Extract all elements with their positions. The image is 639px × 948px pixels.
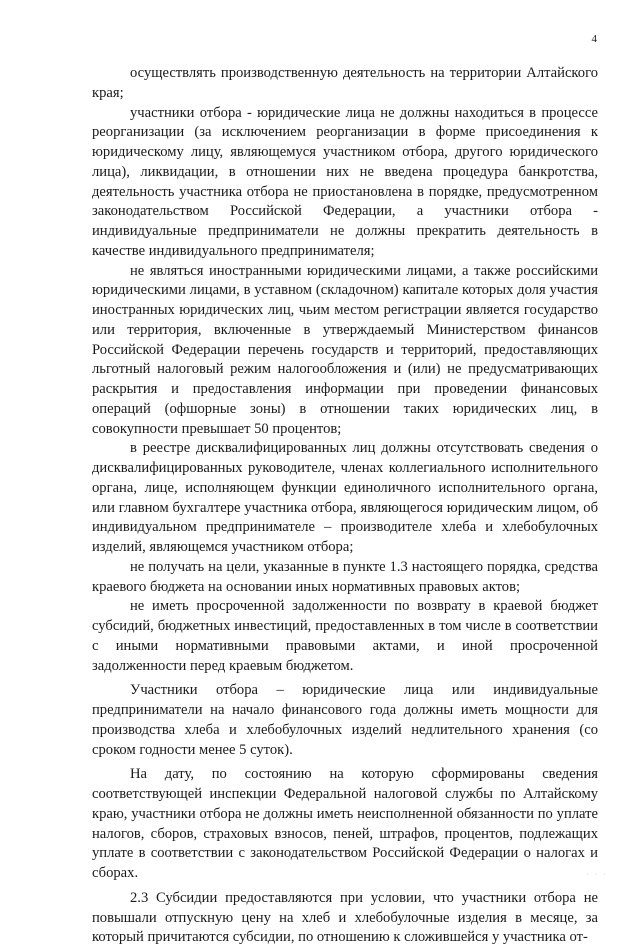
paragraph: На дату, по состоянию на которую сформированы сведения соответствующей инспекции Федеральной налоговой службы по Алтайскому краю, участники отбора не должны иметь неисполненной обязанности по уплате налогов, сборов, страховых взносов, пеней, штрафов, процентов, подлежащих уплате в соответствии с законодательством Российской Федерации о налогах и сборах. xyxy=(92,766,598,881)
paragraph: 2.3 Субсидии предоставляются при условии, что участники отбора не повышали отпускную цену на хлеб и хлебобулочные изделия в месяце, за который причитаются субсидии, по отношению к сложившейся у участника от- xyxy=(92,889,598,946)
paragraph: не получать на цели, указанные в пункте 1.3 настоящего порядка, средства краевого бюджета на основании иных нормативных правовых актов; xyxy=(92,558,598,595)
document-body xyxy=(92,64,598,948)
paragraph: в реестре дисквалифицированных лиц должны отсутствовать сведения о дисквалифицированных руководителе, членах коллегиального исполнительного органа, лице, исполняющем функции единоличного исполнительного органа, или главном бухгалтере участника отбора, являющегося юридическим лицом, об индивидуальном предпринимателе – производителе хлеба и хлебобулочных изделий, являющемся участником отбора; xyxy=(92,440,598,555)
paragraph: участники отбора - юридические лица не должны находиться в процессе реорганизации (за исключением реорганизации в форме присоединения к юридическому лицу, являющемуся участником отбора, другого юридического лица), ликвидации, в отношении них не введена процедура банкротства, деятельность участника отбора не приостановлена в порядке, предусмотренном законодательством Российской Федерации, а участники отбора - индивидуальные предприниматели не должны прекратить деятельность в качестве индивидуального предпринимателя; xyxy=(92,104,598,259)
paragraph: не являться иностранными юридическими лицами, а также российскими юридическими лицами, в уставном (складочном) капитале которых доля участия иностранных юридических лиц, чьим местом регистрации является государство или территория, включенные в утверждаемый Министерством финансов Российской Федерации перечень государств и территорий, предоставляющих льготный налоговый режим налогообложения и (или) не предусматривающих раскрытия и предоставления информации при проведении финансовых операций (офшорные зоны) в отношении таких юридических лиц, в совокупности превышает 50 процентов; xyxy=(92,262,598,437)
paragraph: осуществлять производственную деятельность на территории Алтайского края; xyxy=(92,65,598,101)
paragraph: Участники отбора – юридические лица или индивидуальные предприниматели на начало финансового года должны иметь мощности для производства хлеба и хлебобулочных изделий недлительного хранения (со сроком годности менее 5 суток). xyxy=(92,682,598,758)
page-number: 4 xyxy=(591,33,597,45)
scan-artifact: · · · xyxy=(586,870,608,879)
paragraph: не иметь просроченной задолженности по возврату в краевой бюджет субсидий, бюджетных инвестиций, предоставленных в том числе в соответствии с иными нормативными правовыми актами, и иной просроченной задолженности перед краевым бюджетом. xyxy=(92,598,598,674)
